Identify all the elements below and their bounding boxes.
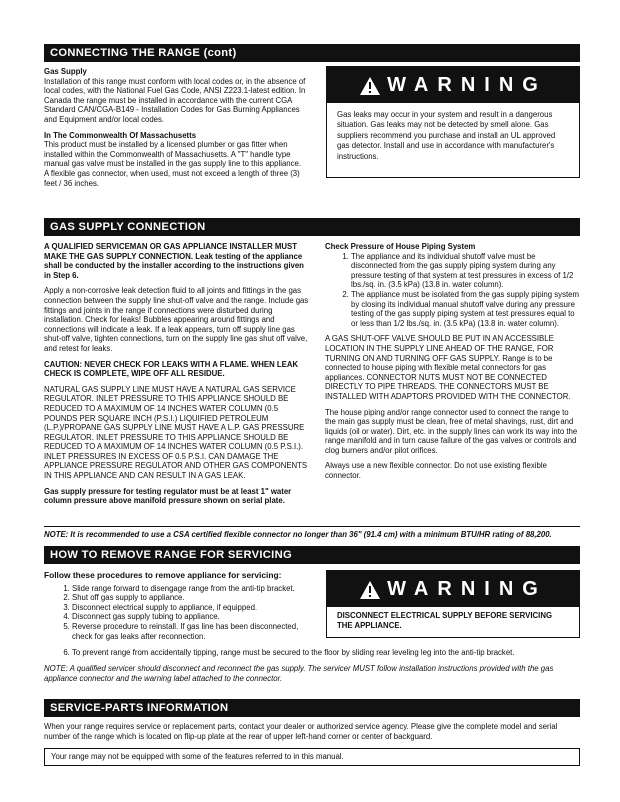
warning-title: WARNING — [387, 578, 547, 600]
warning-title: WARNING — [387, 74, 547, 96]
list-item: 3. Disconnect electrical supply to appliance, if equipped. — [72, 603, 319, 613]
remove-intro: Follow these procedures to remove appliance for servicing: — [44, 570, 282, 580]
massachusetts-heading: In The Commonwealth Of Massachusetts — [44, 130, 197, 140]
gas-connection-left-column — [44, 242, 310, 506]
section-header-service-parts: SERVICE-PARTS INFORMATION — [44, 699, 580, 717]
massachusetts-body: This product must be installed by a licensed plumber or gas fitter when installed within the Commonwealth of Massachusetts. A "T" handle type manual gas valve must be installed in the gas supply line to this appliance. A flexible gas connector, when used, must not exceed a length of three (3) feet / 36 inches. — [44, 140, 302, 188]
warning-box-disconnect — [326, 570, 580, 638]
warning-body: Gas leaks may occur in your system and result in a dangerous situation. Gas leaks may not be detected by smell alone. Gas suppliers recommend you purchase and install an UL approved gas detector. Install and use in accordance with manufacturer's instructions. — [337, 110, 556, 161]
house-piping-text: The house piping and/or range connector used to connect the range to the main gas supply must be clean, free of metal shavings, rust, dirt and liquids (oil or water). Dirt, etc. in the supply lines can work its way into the range manifold and in turn cause failure of the gas valves or controls and clog burners and/or pilot orifices. — [325, 407, 578, 455]
warning-box-gas-leak — [326, 66, 580, 178]
natural-gas-text: NATURAL GAS SUPPLY LINE MUST HAVE A NATURAL GAS SERVICE REGULATOR. INLET PRESSURE TO THIS APPLIANCE SHOULD BE REDUCED TO A MAXIMUM OF 14 INCHES WATER COLUMN (0.5 POUNDS PER SQUARE INCH (P.S.I.) LIQUIFIED PETROLEUM (L.P.)/PROPANE GAS SUPPLY LINE MUST HAVE A L.P. GAS PRESSURE REGULATOR. INLET PRESSURE TO THIS APPLIANCE SHOULD BE REDUCED TO A MAXIMUM OF 14 INCHES WATER COLUMN (0.5 P.S.I.). INLET PRESSURES IN EXCESS OF 0.5 P.S.I. CAN DAMAGE THE APPLIANCE PRESSURE REGULATOR AND OTHER GAS COMPONENTS IN THIS APPLIANCE AND CAN RESULT IN A GAS LEAK. — [44, 384, 308, 481]
gas-supply-block — [44, 67, 306, 188]
remove-steps-list — [44, 584, 319, 642]
features-note-box: Your range may not be equipped with some of the features referred to in this manual. — [44, 748, 580, 766]
house-piping-heading: Check Pressure of House Piping System — [325, 242, 476, 251]
list-item: 4. Disconnect gas supply tubing to appliance. — [72, 612, 319, 622]
list-item: 1. Slide range forward to disengage range from the anti-tip bracket. — [72, 584, 319, 594]
gas-supply-body: Installation of this range must conform with local codes or, in the absence of local codes, with the National Fuel Gas Code, ANSI Z223.1-latest edition. In Canada the range must be installed in accordance with the current CGA Standard CAN/CGA-B149 - Installation Codes for Gas Burning Appliances and Equipment and/or local codes. — [44, 76, 306, 124]
qualified-serviceman-text: A QUALIFIED SERVICEMAN OR GAS APPLIANCE INSTALLER MUST MAKE THE GAS SUPPLY CONNECTION. Leak testing of the appliance shall be conducted by the installer according to the instructions given in Step 6. — [44, 242, 304, 280]
remove-procedure-block — [44, 571, 319, 641]
csa-connector-note: NOTE: It is recommended to use a CSA certified flexible connector no longer than 36" (91.4 cm) with a minimum BTU/HR rating of 88,200. — [44, 530, 552, 539]
warning-triangle-icon — [359, 580, 381, 600]
section-header-gas-supply-connection: GAS SUPPLY CONNECTION — [44, 218, 580, 236]
shutoff-valve-text: A GAS SHUT-OFF VALVE SHOULD BE PUT IN AN ACCESSIBLE LOCATION IN THE SUPPLY LINE AHEAD OF THE RANGE, FOR TURNING ON AND TURNING OFF GAS SUPPLY. Range is to be connected to house piping with flexible metal connectors for gas appliances. CONNECTOR NUTS MUST NOT BE CONNECTED DIRECTLY TO PIPE THREADS. THE CONNECTORS MUST BE INSTALLED WITH ADAPTORS PROVIDED WITH THE CONNECTOR. — [325, 334, 571, 401]
gas-connection-right-column — [325, 242, 580, 481]
servicer-note — [44, 664, 580, 683]
section-header-remove-range: HOW TO REMOVE RANGE FOR SERVICING — [44, 546, 580, 564]
leak-fluid-text: Apply a non-corrosive leak detection fluid to all joints and fittings in the gas connection between the supply line shut-off valve and the range. Include gas fittings and joints in the range if connections were disturbed during installation. Check for leaks! Bubbles appearing around fittings and connections will indicate a leak. If a leak appears, turn off supply line gas shut-off valve, tighten connections, turn on the supply line gas shut off valve, and retest for leaks. — [44, 286, 309, 353]
divider — [44, 526, 580, 527]
list-item: 6. To prevent range from accidentally tipping, range must be secured to the floor by sliding rear leveling leg into the anti-tip bracket. — [72, 648, 608, 658]
list-item: 5. Reverse procedure to reinstall. If gas line has been disconnected, check for gas leaks after reconnection. — [72, 622, 319, 641]
house-piping-list — [325, 252, 580, 329]
list-item: 1. The appliance and its individual shutoff valve must be disconnected from the gas supply piping system during any pressure testing of that system at test pressures in excess of 1/2 lbs./sq. in. (3.5 kPa) (13.8 in. water column). — [351, 252, 580, 290]
section-header-connecting: CONNECTING THE RANGE (cont) — [44, 44, 580, 62]
caution-text: CAUTION: NEVER CHECK FOR LEAKS WITH A FLAME. WHEN LEAK CHECK IS COMPLETE, WIPE OFF ALL RESIDUE. — [44, 359, 299, 379]
servicer-note-text: NOTE: A qualified servicer should disconnect and reconnect the gas supply. The servicer MUST follow installation instructions provided with the gas appliance connector and the warning label attached to the connector. — [44, 664, 554, 683]
flexible-connector-text: Always use a new flexible connector. Do not use existing flexible connector. — [325, 461, 547, 481]
warning-triangle-icon — [359, 76, 381, 96]
list-item: 2. Shut off gas supply to appliance. — [72, 593, 319, 603]
warning-header — [327, 571, 579, 607]
gas-supply-heading: Gas Supply — [44, 67, 87, 76]
warning-header — [327, 67, 579, 103]
remove-steps-list-cont — [44, 648, 608, 658]
list-item: 2. The appliance must be isolated from the gas supply piping system by closing its individual manual shutoff valve during any pressure testing of the gas supply piping system at test pressures equal to or less than 1/2 lbs./sq. in. (3.5 kPa) (13.8 in. water column). — [351, 290, 580, 328]
warning-body: DISCONNECT ELECTRICAL SUPPLY BEFORE SERVICING THE APPLIANCE. — [337, 611, 553, 630]
service-parts-text: When your range requires service or replacement parts, contact your dealer or authorized service agency. Please give the complete model and serial number of the range which is located on flip-up plate at the rear of upper left-hand corner or center of backguard. — [44, 722, 558, 741]
testing-pressure-text: Gas supply pressure for testing regulator must be at least 1" water column pressure above manifold pressure shown on serial plate. — [44, 486, 292, 506]
